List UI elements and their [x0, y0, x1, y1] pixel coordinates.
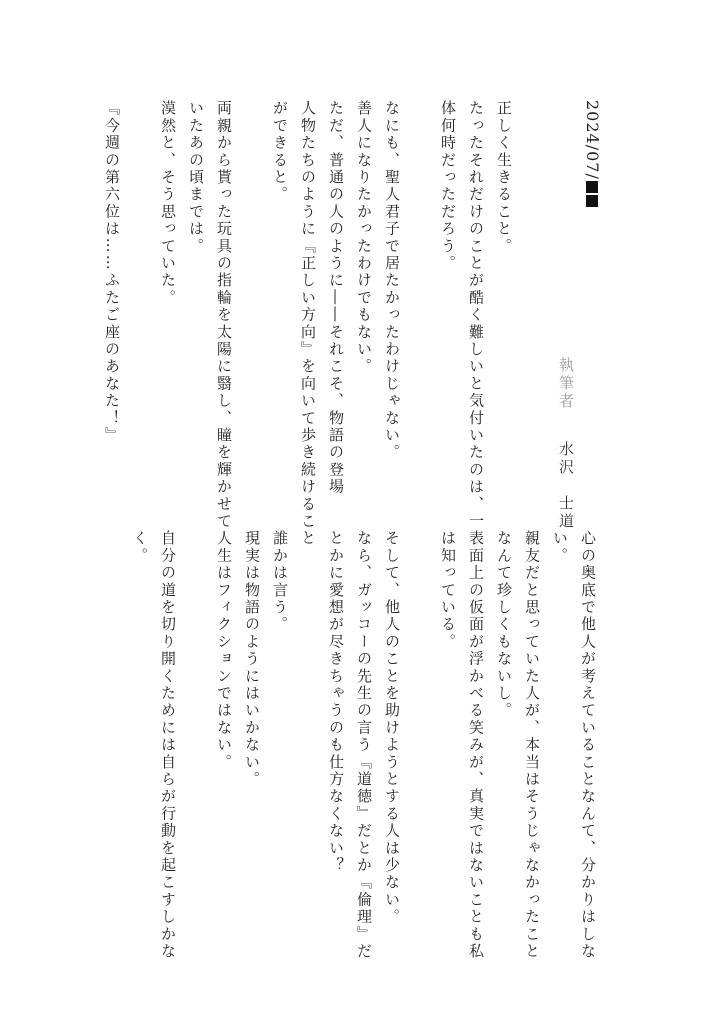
body-line: 正しく生きること。 — [495, 100, 513, 255]
body-line: 体何時だっただろう。 — [439, 100, 457, 272]
date-text: 2024/07/ — [583, 100, 602, 180]
entry-date — [585, 100, 600, 208]
body-line: 人生はフィクションではない。 — [215, 530, 233, 771]
body-line: 両親から貰った玩具の指輪を太陽に翳し、瞳を輝かせて — [215, 100, 233, 530]
body-line: 心の奥底で他人が考えていることなんて、分かりはしな — [579, 530, 597, 960]
author-name: 水沢 士道 — [557, 441, 575, 531]
body-line: たったそれだけのことが酷く難しいと気付いたのは、一 — [467, 100, 485, 530]
body-line: とかに愛想が尽きちゃうのも仕方なくない？ — [327, 530, 345, 874]
body-line: ただ、普通の人のように――それこそ、物語の登場 — [327, 100, 345, 496]
body-line: なんて珍しくもないし。 — [495, 530, 513, 720]
body-line: そして、他人のことを助けようとする人は少ない。 — [383, 530, 401, 926]
body-line: ができると。 — [271, 100, 289, 204]
body-line: く。 — [131, 530, 149, 565]
body-line: い。 — [551, 530, 569, 565]
date-mask — [583, 180, 602, 208]
body-line: いたあの頃までは。 — [187, 100, 205, 255]
body-line: 漠然と、そう思っていた。 — [159, 100, 177, 307]
body-line: 誰かは言う。 — [271, 530, 289, 634]
body-line: なにも、聖人君子で居たかったわけじゃない。 — [383, 100, 401, 462]
body-line: 善人になりたかったわけでもない。 — [355, 100, 373, 376]
body-line: 『今週の第六位は……ふたご座のあなた！』 — [103, 100, 121, 444]
body-line: 人物たちのように『正しい方向』を向いて歩き続けること — [299, 100, 317, 548]
body-line: なら、ガッコーの先生の言う『道徳』だとか『倫理』だ — [355, 530, 373, 960]
body-line: 自分の道を切り開くためには自らが行動を起こすしかな — [159, 530, 177, 960]
author-byline — [558, 357, 573, 531]
body-line: 親友だと思っていた人が、本当はそうじゃなかったこと — [523, 530, 541, 960]
body-line: 表面上の仮面が浮かべる笑みが、真実ではないことも私 — [467, 530, 485, 960]
body-line: 現実は物語のようにはいかない。 — [243, 530, 261, 788]
author-label: 執筆者 — [557, 357, 575, 411]
body-line: は知っている。 — [439, 530, 457, 651]
